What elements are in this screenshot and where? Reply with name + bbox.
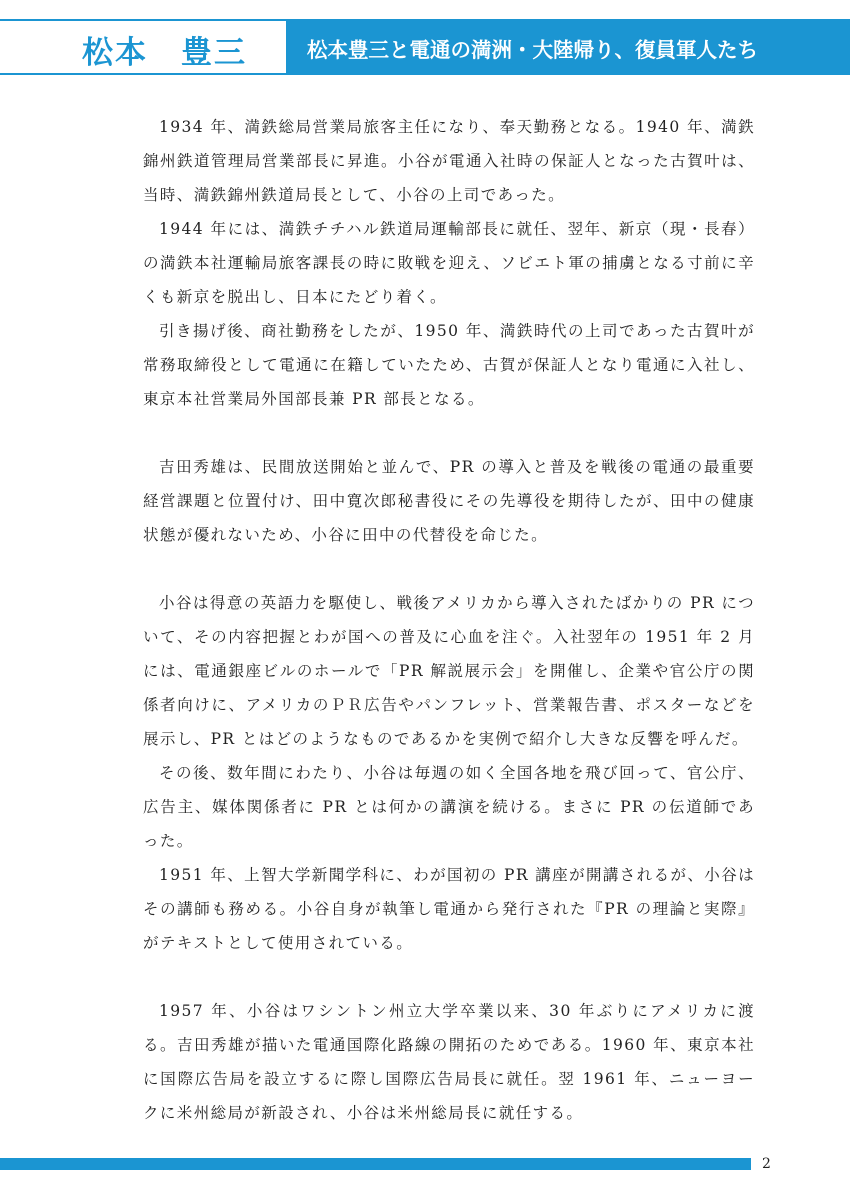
- paragraph: 引き揚げ後、商社勤務をしたが、1950 年、満鉄時代の上司であった古賀叶が常務取締役として電通に在籍していたため、古賀が保証人となり電通に入社し、東京本社営業局外国部長兼 PR 部長となる。: [143, 322, 755, 408]
- paragraph: 小谷は得意の英語力を駆使し、戦後アメリカから導入されたばかりの PR について、その内容把握とわが国への普及に心血を注ぐ。入社翌年の 1951 年 2 月には、電通銀座ビルのホールで「PR 解説展示会」を開催し、企業や官公庁の関係者向けに、アメリカのＰＲ広告やパンフレット、営業報告書、ポスターなどを展示し、PR とはどのようなものであるかを実例で紹介し大きな反響を呼んだ。: [143, 594, 755, 748]
- author-name: 松本 豊三: [82, 35, 247, 71]
- paragraph: 1934 年、満鉄総局営業局旅客主任になり、奉天勤務となる。1940 年、満鉄錦州鉄道管理局営業部長に昇進。小谷が電通入社時の保証人となった古賀叶は、当時、満鉄錦州鉄道局長として、小谷の上司であった。: [143, 118, 755, 204]
- paragraph: その後、数年間にわたり、小谷は毎週の如く全国各地を飛び回って、官公庁、広告主、媒体関係者に PR とは何かの講演を続ける。まさに PR の伝道師であった。: [143, 764, 755, 850]
- body-text: [143, 110, 755, 1130]
- footer-bar: [0, 1158, 751, 1170]
- paragraph: 吉田秀雄は、民間放送開始と並んで、PR の導入と普及を戦後の電通の最重要経営課題と位置付け、田中寛次郎秘書役にその先導役を期待したが、田中の健康状態が優れないため、小谷に田中の代替役を命じた。: [143, 458, 755, 544]
- page-header: [0, 19, 850, 75]
- paragraph: 1951 年、上智大学新聞学科に、わが国初の PR 講座が開講されるが、小谷はその講師も務める。小谷自身が執筆し電通から発行された『PR の理論と実際』がテキストとして使用されている。: [143, 866, 755, 952]
- title-banner: [286, 19, 850, 75]
- chapter-title: 松本豊三と電通の満洲・大陸帰り、復員軍人たち: [307, 38, 758, 62]
- paragraph: 1957 年、小谷はワシントン州立大学卒業以来、30 年ぶりにアメリカに渡る。吉田秀雄が描いた電通国際化路線の開拓のためである。1960 年、東京本社に国際広告局を設立するに際し国際広告局長に就任。翌 1961 年、ニューヨークに米州総局が新設され、小谷は米州総局長に就任する。: [143, 1002, 755, 1122]
- paragraph: 1944 年には、満鉄チチハル鉄道局運輸部長に就任、翌年、新京（現・長春）の満鉄本社運輸局旅客課長の時に敗戦を迎え、ソビエト軍の捕虜となる寸前に辛くも新京を脱出し、日本にたどり着く。: [143, 220, 755, 306]
- author-box: [0, 19, 286, 75]
- page-number: 2: [762, 1156, 771, 1172]
